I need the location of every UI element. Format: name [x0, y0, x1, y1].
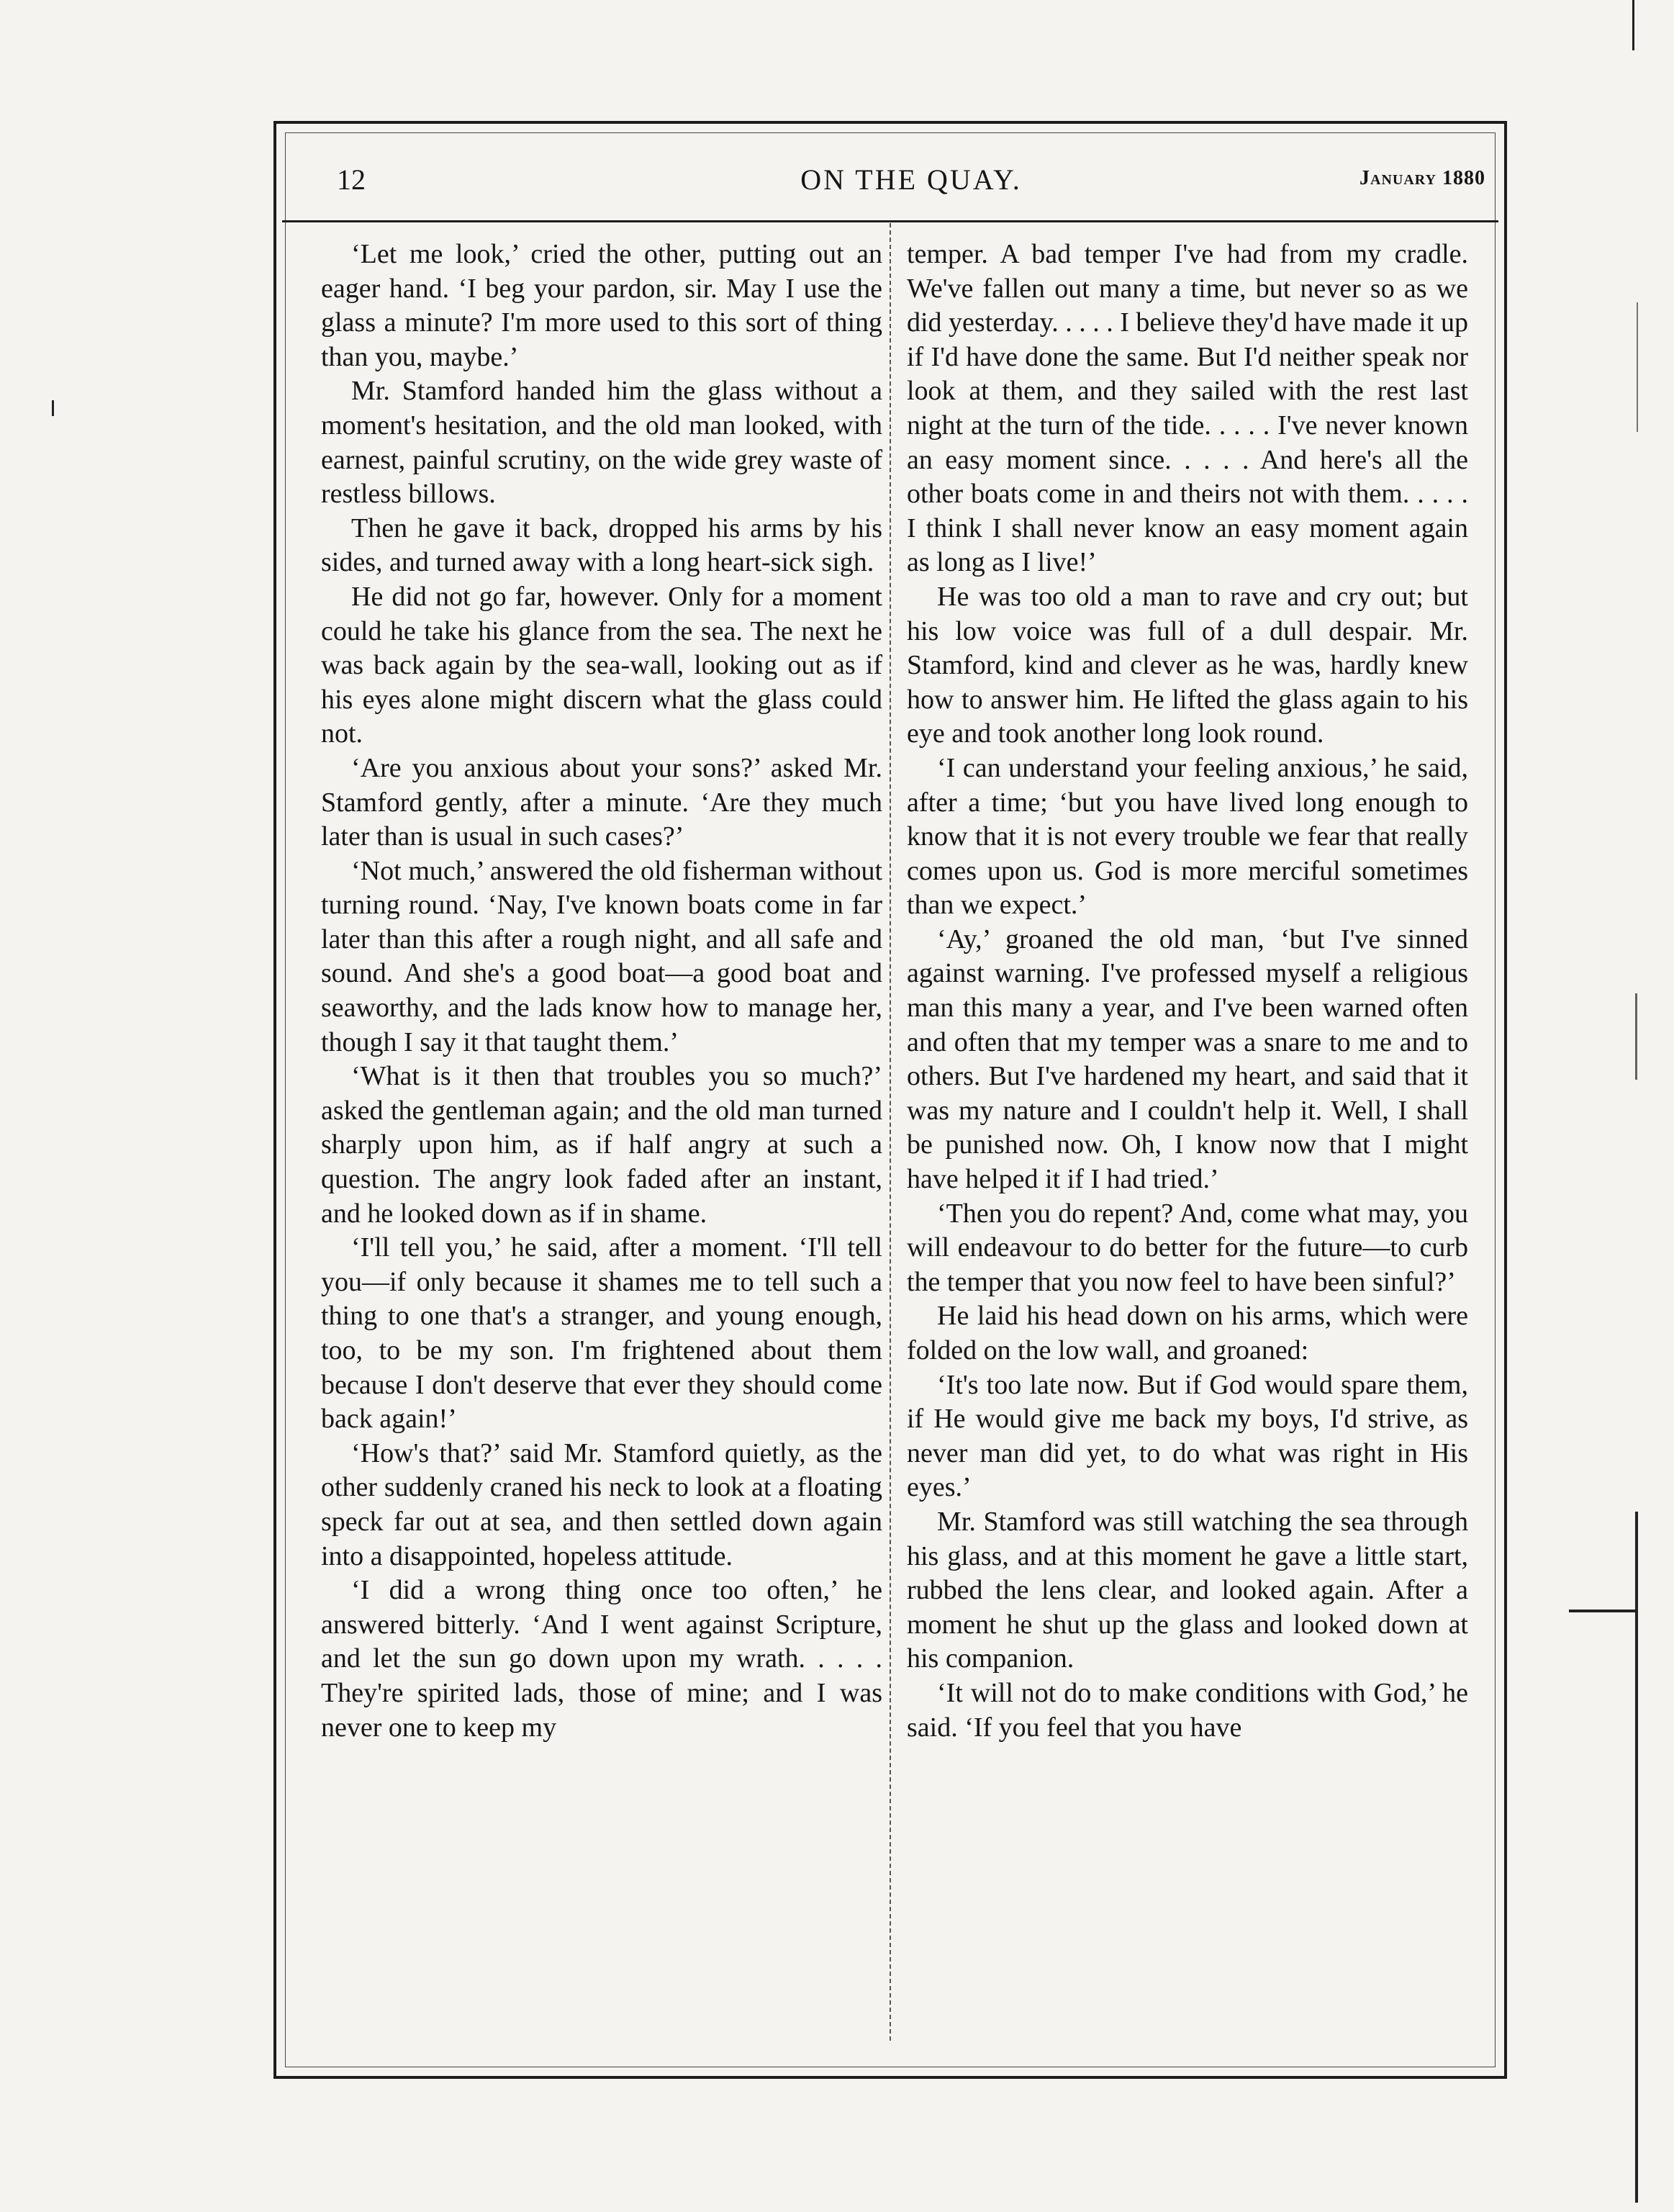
paragraph: ‘How's that?’ said Mr. Stamford quietly, as the other suddenly craned his neck to look at a floating speck far out at sea, and then settled down again into a disappointed, hopeless attitude. — [321, 1437, 882, 1571]
paragraph: Mr. Stamford was still watching the sea through his glass, and at this moment he gave a little start, rubbed the lens clear, and looked again. After a moment he shut up the glass and looked down at his companion. — [907, 1506, 1468, 1674]
paragraph: ‘It's too late now. But if God would spare them, if He would give me back my boys, I'd strive, as never man did yet, to do what was right in His eyes.’ — [907, 1369, 1468, 1503]
right-column — [907, 238, 1468, 1745]
paragraph: ‘Are you anxious about your sons?’ asked Mr. Stamford gently, after a minute. ‘Are they much later than is usual in such cases?’ — [321, 752, 882, 852]
paragraph: ‘Not much,’ answered the old fisherman without turning round. ‘Nay, I've known boats come in far later than this after a rough night, and all safe and sound. And she's a good boat—a good boat and seaworthy, and the lads know how to manage her, though I say it that taught them.’ — [321, 855, 882, 1057]
issue-date: January 1880 — [1359, 167, 1485, 189]
paragraph: ‘I'll tell you,’ he said, after a moment. ‘I'll tell you—if only because it shames me to tell such a thing to one that's a stranger, and young enough, too, to be my son. I'm frightened about them because I don't deserve that ever they should come back again!’ — [321, 1232, 882, 1435]
paragraph: ‘Ay,’ groaned the old man, ‘but I've sinned against warning. I've professed myself a religious man this many a year, and I've been warned often and often that my temper was a snare to me and to others. But I've hardened my heart, and said that it was my nature and I couldn't help it. Well, I shall be punished now. Oh, I know now that I might have helped it if I had tried.’ — [907, 924, 1468, 1195]
paragraph: Mr. Stamford handed him the glass without a moment's hesitation, and the old man looked, with earnest, painful scrutiny, on the wide grey waste of restless billows. — [321, 376, 882, 510]
paragraph: ‘I did a wrong thing once too often,’ he answered bitterly. ‘And I went against Scripture, and let the sun go down upon my wrath. . . . . They're spirited lads, those of mine; and I was never one to keep my — [321, 1575, 882, 1743]
paragraph: ‘I can understand your feeling anxious,’ he said, after a time; ‘but you have lived long enough to know that it is not every trouble we fear that really comes upon us. God is more merciful sometimes than we expect.’ — [907, 752, 1468, 921]
paragraph: ‘It will not do to make conditions with God,’ he said. ‘If you feel that you have — [907, 1677, 1468, 1743]
paragraph: He did not go far, however. Only for a moment could he take his glance from the sea. The next he was back again by the sea-wall, looking out as if his eyes alone might discern what the glass could not. — [321, 581, 882, 749]
paragraph: He laid his head down on his arms, which were folded on the low wall, and groaned: — [907, 1301, 1468, 1365]
margin-mark — [1637, 302, 1638, 432]
paragraph-continuation: temper. A bad temper I've had from my cradle. We've fallen out many a time, but never so as we did yesterday. . . . . I believe they'd have made it up if I'd have done the same. But I'd neither speak nor look at them, and they sailed with the rest last night at the turn of the tide. . . . . I've never known an easy moment since. . . . . And here's all the other boats come in and theirs not with them. . . . . I think I shall never know an easy moment again as long as I live!’ — [907, 239, 1468, 578]
page-number: 12 — [337, 163, 366, 196]
running-header — [337, 163, 1485, 213]
paragraph: He was too old a man to rave and cry out; but his low voice was full of a dull despair. Mr. Stamford, kind and clever as he was, hardly knew how to answer him. He lifted the glass again to his eye and took another long look round. — [907, 581, 1468, 749]
margin-mark — [1632, 0, 1634, 50]
margin-mark — [1635, 1512, 1638, 2203]
paragraph: ‘Let me look,’ cried the other, putting out an eager hand. ‘I beg your pardon, sir. May I use the glass a minute? I'm more used to this sort of thing than you, maybe.’ — [321, 239, 882, 372]
margin-mark — [1635, 993, 1637, 1080]
left-column — [321, 238, 882, 1745]
margin-mark — [52, 400, 54, 416]
paragraph: ‘Then you do repent? And, come what may, you will endeavour to do better for the future—to curb the temper that you now feel to have been sinful?’ — [907, 1198, 1468, 1297]
paragraph: ‘What is it then that troubles you so much?’ asked the gentleman again; and the old man turned sharply upon him, as if half angry at such a question. The angry look faded after an instant, and he looked down as if in shame. — [321, 1061, 882, 1229]
paragraph: Then he gave it back, dropped his arms by his sides, and turned away with a long heart-sick sigh. — [321, 513, 882, 578]
margin-mark — [1569, 1610, 1635, 1612]
header-rule — [282, 220, 1498, 222]
column-divider — [890, 223, 891, 2041]
running-title: ON THE QUAY. — [800, 163, 1022, 196]
